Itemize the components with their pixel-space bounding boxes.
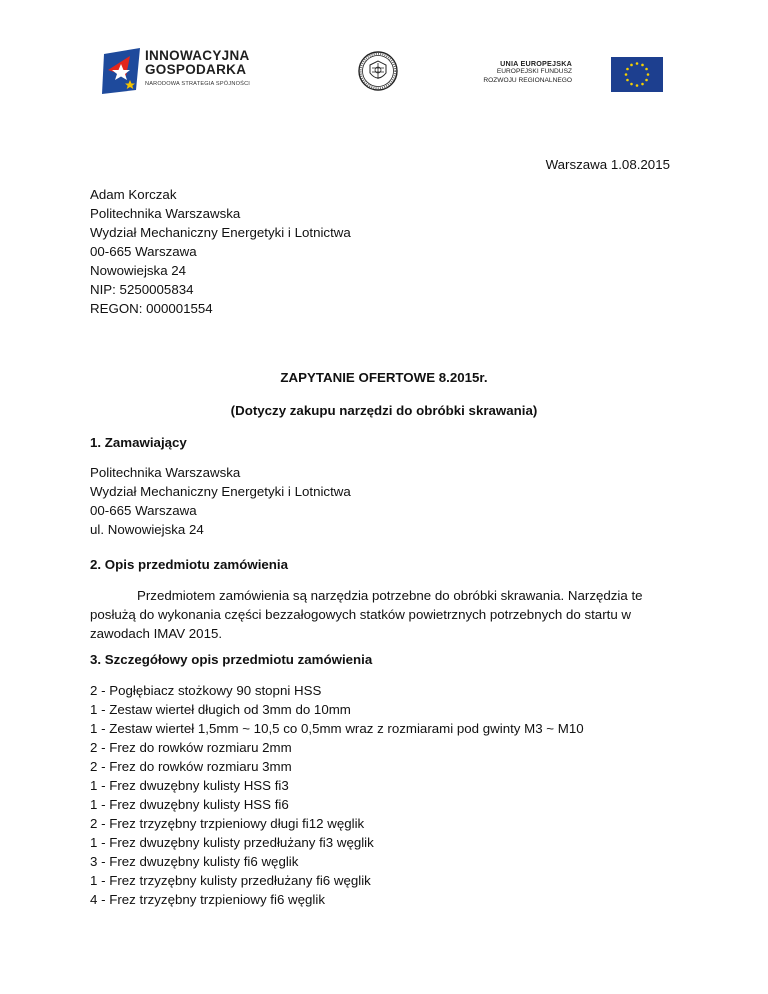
list-item: 1 - Frez dwuzębny kulisty HSS fi6	[90, 797, 289, 812]
eu-star	[645, 68, 648, 71]
eu-star	[647, 73, 650, 76]
section-2-heading: 2. Opis przedmiotu zamówienia	[90, 557, 289, 572]
logo-line-1: INNOWACYJNA	[145, 48, 250, 63]
section-1-content	[90, 463, 351, 539]
list-item: 2 - Frez do rowków rozmiaru 3mm	[90, 759, 292, 774]
list-item: 1 - Zestaw wierteł 1,5mm ~ 10,5 co 0,5mm wraz z rozmiarami pod gwinty M3 ~ M10	[90, 721, 584, 736]
list-item: 2 - Frez trzyzębny trzpieniowy długi fi12 węglik	[90, 816, 365, 831]
sender-line: NIP: 5250005834	[90, 282, 194, 297]
eu-line-1: UNIA EUROPEJSKA	[500, 59, 572, 68]
eu-star	[626, 79, 629, 82]
section-1-heading: 1. Zamawiający	[90, 435, 187, 450]
eu-flag-icon	[611, 57, 663, 92]
list-item: 4 - Frez trzyzębny trzpieniowy fi6 węglik	[90, 892, 325, 907]
document-title: ZAPYTANIE OFERTOWE 8.2015r.	[280, 370, 488, 385]
list-item: 1 - Frez dwuzębny kulisty przedłużany fi3 węglik	[90, 835, 374, 850]
section-3-heading: 3. Szczegółowy opis przedmiotu zamówienia	[90, 652, 373, 667]
sender-line: Wydział Mechaniczny Energetyki i Lotnictwa	[90, 225, 351, 240]
eu-star	[645, 79, 648, 82]
document-date: Warszawa 1.08.2015	[545, 157, 670, 172]
eu-star	[630, 64, 633, 67]
sender-line: REGON: 000001554	[90, 301, 213, 316]
star-emblem-icon	[100, 46, 144, 98]
list-item: 1 - Frez dwuzębny kulisty HSS fi3	[90, 778, 289, 793]
document-subtitle: (Dotyczy zakupu narzędzi do obróbki skrawania)	[230, 403, 538, 418]
list-item: 3 - Frez dwuzębny kulisty fi6 węglik	[90, 854, 299, 869]
eu-line-3: ROZWOJU REGIONALNEGO	[483, 77, 572, 84]
orderer-line: Politechnika Warszawska	[90, 465, 241, 480]
orderer-line: ul. Nowowiejska 24	[90, 522, 204, 537]
sender-address	[90, 185, 351, 318]
innowacyjna-gospodarka-logo	[100, 46, 260, 98]
sender-line: 00-665 Warszawa	[90, 244, 197, 259]
eu-star	[641, 83, 644, 86]
list-item: 2 - Pogłębiacz stożkowy 90 stopni HSS	[90, 683, 322, 698]
logo-line-2: GOSPODARKA	[145, 62, 247, 77]
order-items-list	[90, 681, 584, 909]
sender-line: Politechnika Warszawska	[90, 206, 241, 221]
eu-star	[641, 64, 644, 67]
eu-star	[636, 84, 639, 87]
eu-fund-logo	[483, 57, 665, 93]
list-item: 2 - Frez do rowków rozmiaru 2mm	[90, 740, 292, 755]
sender-line: Nowowiejska 24	[90, 263, 187, 278]
list-item: 1 - Zestaw wierteł długich od 3mm do 10mm	[90, 702, 351, 717]
orderer-line: 00-665 Warszawa	[90, 503, 197, 518]
eu-star	[636, 62, 639, 65]
eu-star	[625, 73, 628, 76]
list-item: 1 - Frez trzyzębny kulisty przedłużany fi6 węglik	[90, 873, 371, 888]
eu-line-2: EUROPEJSKI FUNDUSZ	[496, 68, 572, 75]
logo-line-3: NARODOWA STRATEGIA SPÓJNOŚCI	[145, 81, 251, 87]
university-seal-icon	[358, 51, 398, 91]
section-2-paragraph: Przedmiotem zamówienia są narzędzia potrzebne do obróbki skrawania. Narzędzia te posłużą do wykonania części bezzałogowych statków powietrznych potrzebnych do startu w zawodach IMAV 2015.	[90, 588, 643, 641]
sender-line: Adam Korczak	[90, 187, 177, 202]
eu-star	[626, 68, 629, 71]
orderer-line: Wydział Mechaniczny Energetyki i Lotnictwa	[90, 484, 351, 499]
eu-star	[630, 83, 633, 86]
